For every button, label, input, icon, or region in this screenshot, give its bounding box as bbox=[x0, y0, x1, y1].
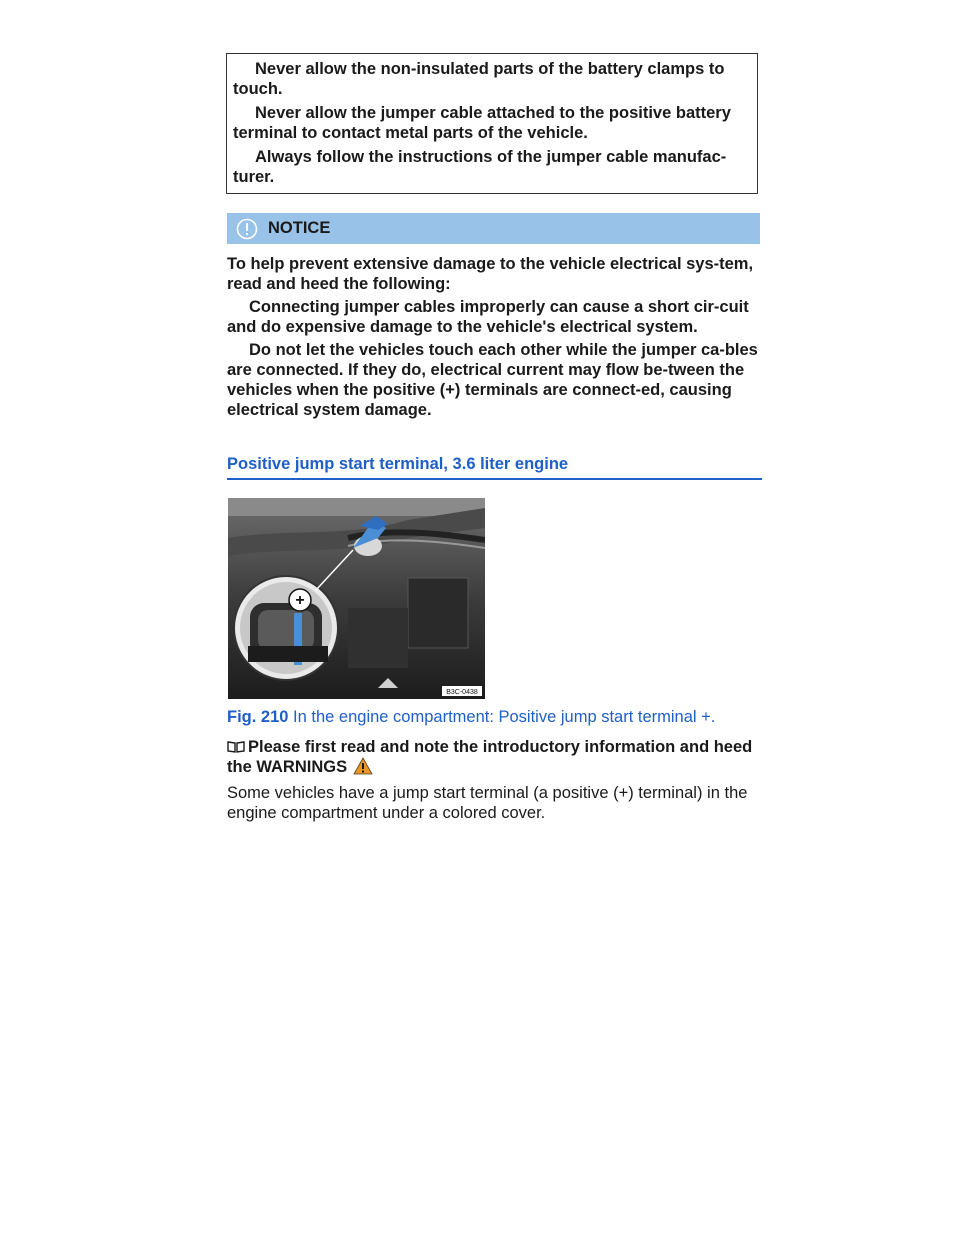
engine-compartment-figure bbox=[228, 498, 485, 699]
figure-number: Fig. 210 bbox=[227, 708, 289, 726]
warning-item: Never allow the jumper cable attached to the positive battery terminal to contact metal parts of the vehicle. bbox=[233, 104, 731, 142]
notice-item: Do not let the vehicles touch each other while the jumper ca-bles are connected. If they do, electrical current may flow be-tween the vehicles when the positive (+) terminals are connect-ed, causing electrical system damage. bbox=[227, 341, 758, 419]
figure-caption bbox=[227, 708, 787, 727]
read-note-text: Please first read and note the introductory information and heed the WARNINGS bbox=[227, 738, 753, 776]
notice-header bbox=[227, 213, 760, 244]
notice-lead: To help prevent extensive damage to the vehicle electrical sys-tem, read and heed the following: bbox=[227, 255, 754, 293]
section-heading: Positive jump start terminal, 3.6 liter engine bbox=[227, 455, 762, 480]
read-note bbox=[227, 737, 767, 777]
notice-body bbox=[227, 254, 760, 421]
warning-item: Never allow the non-insulated parts of the battery clamps to touch. bbox=[233, 60, 725, 98]
body-paragraph: Some vehicles have a jump start terminal (a positive (+) terminal) in the engine compartment under a colored cover. bbox=[227, 784, 748, 822]
warning-box bbox=[226, 53, 758, 194]
open-book-icon bbox=[227, 740, 245, 753]
warning-triangle-icon bbox=[353, 757, 373, 775]
notice-item: Connecting jumper cables improperly can cause a short cir-cuit and do expensive damage to the vehicle's electrical system. bbox=[227, 298, 749, 336]
notice-label: NOTICE bbox=[268, 219, 331, 237]
engine-photo bbox=[228, 498, 485, 699]
svg-text:+: + bbox=[295, 592, 305, 609]
figure-caption-text: In the engine compartment: Positive jump start terminal +. bbox=[293, 708, 716, 726]
warning-item: Always follow the instructions of the jumper cable manufac-turer. bbox=[233, 148, 727, 186]
exclamation-circle-icon bbox=[236, 218, 258, 240]
figure-code: B3C-0438 bbox=[446, 689, 478, 696]
